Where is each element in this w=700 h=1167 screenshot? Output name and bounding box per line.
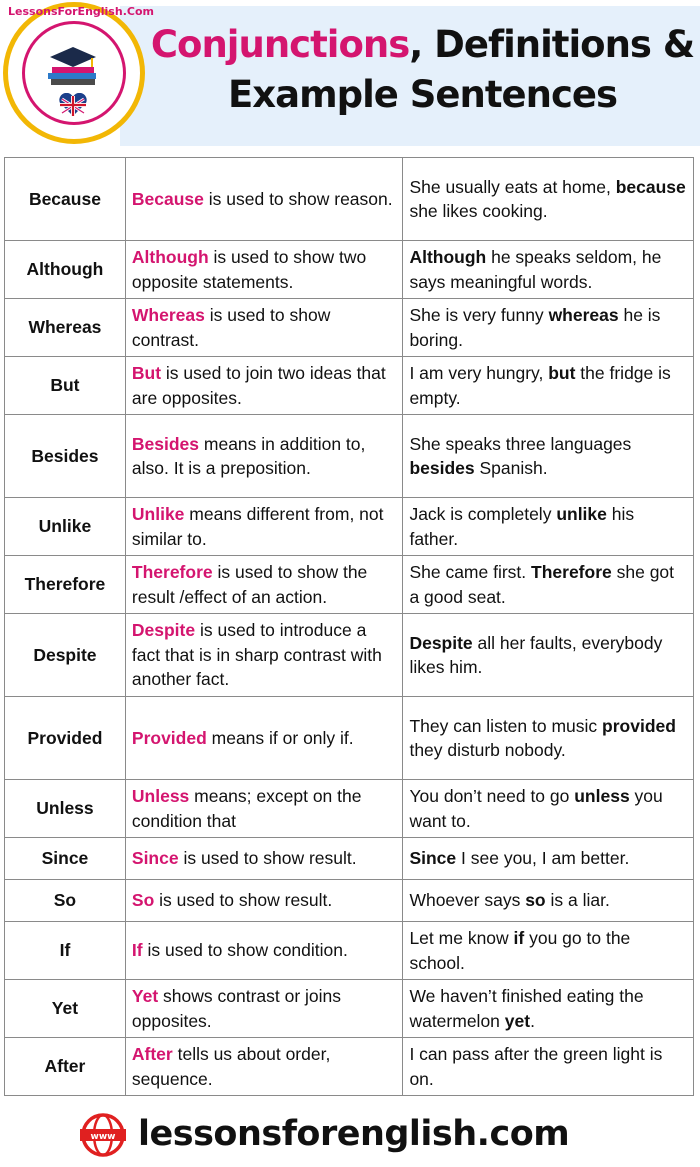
example-cell [403,556,694,614]
highlighted-term: Provided [131,727,207,748]
table-row [5,357,694,415]
example-cell [403,1038,694,1096]
text-segment: shows contrast or joins opposites. [131,986,342,1031]
definition-cell [125,556,403,614]
definition-cell [125,780,403,838]
example-cell [403,299,694,357]
text-segment: She speaks three languages [409,433,632,454]
title-line2: Example Sentences [227,73,618,116]
highlighted-term: Since [131,848,179,869]
table-row [5,780,694,838]
highlighted-term: Although [131,247,209,267]
text-segment: Jack is completely [409,504,557,524]
text-segment: is used to join two ideas that are opposites. [131,363,386,408]
text-segment: tells us about order, sequence. [131,1044,331,1089]
conjunction-word: After [5,1038,126,1096]
highlighted-term: After [131,1044,173,1064]
globe-icon [80,1112,126,1158]
bold-term: yet [504,1010,531,1031]
highlighted-term: Yet [131,986,159,1006]
bold-term: besides [409,458,475,478]
definition-cell [125,614,403,697]
example-cell [403,838,694,880]
table-row [5,556,694,614]
text-segment: is used to show two opposite statements. [131,247,367,292]
text-segment: you go to the school. [409,928,631,973]
bold-term: but [548,363,576,383]
text-segment: . [530,1010,535,1031]
table-row [5,922,694,980]
bold-term: Despite [409,632,473,653]
conjunction-word: Despite [5,614,126,697]
bold-term: Although [409,247,487,267]
bold-term: unless [574,786,630,806]
example-cell [403,241,694,299]
highlighted-term: Whereas [131,305,205,325]
text-segment: the fridge is empty. [409,363,671,408]
books-icon [42,47,104,87]
conjunction-word: Yet [5,980,126,1038]
definition-cell [125,299,403,357]
title-accent: Conjunctions [150,23,410,66]
bold-term: whereas [548,305,619,325]
text-segment: you want to. [409,786,663,831]
table-row [5,158,694,241]
example-cell [403,357,694,415]
text-segment: is used to show the result /effect of an action. [131,562,368,607]
definition-cell [125,498,403,556]
definition-cell [125,838,403,880]
example-cell [403,980,694,1038]
example-cell [403,158,694,241]
table-row [5,838,694,880]
conjunction-word: But [5,357,126,415]
text-segment: is used to show condition. [142,940,348,961]
text-segment: I am very hungry, [409,363,549,383]
definition-cell [125,241,403,299]
text-segment: means; except on the condition that [131,786,362,831]
page-header [0,0,700,150]
table-row [5,299,694,357]
text-segment: she got a good seat. [409,562,675,607]
text-segment: his father. [409,504,635,549]
highlighted-term: Unless [131,786,190,806]
definition-cell [125,1038,403,1096]
highlighted-term: If [131,940,143,961]
text-segment: You don’t need to go [409,786,575,806]
text-segment: all her faults, everybody likes him. [409,632,663,677]
text-segment: they disturb nobody. [409,740,566,760]
text-segment: means in addition to, also. It is a preposition. [131,433,366,478]
text-segment: is used to show contrast. [131,305,331,350]
bold-term: because [615,176,686,197]
text-segment: I see you, I am better. [456,848,630,869]
highlighted-term: So [131,890,155,911]
text-segment: She came first. [409,562,532,582]
table-row [5,415,694,498]
example-cell [403,697,694,780]
table-body [5,158,694,1096]
bold-term: so [525,890,546,911]
bold-term: if [513,928,525,948]
highlighted-term: Therefore [131,562,213,582]
title-line1-rest: , Definitions & [409,23,695,66]
conjunction-word: Unlike [5,498,126,556]
highlighted-term: Despite [131,620,196,641]
example-cell [403,880,694,922]
table-row [5,241,694,299]
site-logo [3,2,154,144]
text-segment: is a liar. [545,890,610,911]
conjunction-word: So [5,880,126,922]
conjunction-word: Although [5,241,126,299]
globe-text: www [90,1132,116,1142]
text-segment: We haven’t finished eating the watermelon [409,986,644,1031]
text-segment: she likes cooking. [409,201,548,221]
conjunction-word: Whereas [5,299,126,357]
footer-url[interactable]: lessonsforenglish.com [138,1114,570,1154]
text-segment: I can pass after the green light is on. [409,1044,663,1089]
highlighted-term: But [131,363,162,383]
definition-cell [125,980,403,1038]
definition-cell [125,880,403,922]
text-segment: They can listen to music [409,715,603,736]
definition-cell [125,158,403,241]
table-row [5,880,694,922]
conjunction-word: Therefore [5,556,126,614]
conjunction-word: Unless [5,780,126,838]
text-segment: Whoever says [409,890,526,911]
conjunction-word: If [5,922,126,980]
highlighted-term: Unlike [131,504,185,524]
text-segment: is used to show reason. [203,188,393,209]
definition-cell [125,357,403,415]
logo-text: LessonsForEnglish.Com [8,5,154,18]
highlighted-term: Because [131,188,204,209]
text-segment: is used to introduce a fact that is in sharp contrast with another fact. [131,620,382,690]
text-segment: She is very funny [409,305,549,325]
text-segment: he speaks seldom, he says meaningful words. [409,247,662,292]
highlighted-term: Besides [131,433,200,454]
example-cell [403,922,694,980]
text-segment: is used to show result. [178,848,357,869]
table-row [5,614,694,697]
example-cell [403,415,694,498]
definition-cell [125,415,403,498]
definition-cell [125,922,403,980]
conjunction-word: Because [5,158,126,241]
table-row [5,1038,694,1096]
text-segment: Spanish. [474,458,548,478]
conjunction-word: Since [5,838,126,880]
page-footer [0,1100,700,1167]
text-segment: She usually eats at home, [409,176,616,197]
conjunction-word: Besides [5,415,126,498]
table-row [5,498,694,556]
bold-term: unlike [556,504,607,524]
text-segment: means if or only if. [206,727,354,748]
page-title [150,20,695,120]
uk-heart-flag-icon [58,93,88,117]
definition-cell [125,697,403,780]
bold-term: Since [409,848,457,869]
text-segment: he is boring. [409,305,661,350]
table-row [5,697,694,780]
conjunction-word: Provided [5,697,126,780]
text-segment: means different from, not similar to. [131,504,384,549]
table-row [5,980,694,1038]
example-cell [403,780,694,838]
text-segment: Let me know [409,928,514,948]
bold-term: Therefore [531,562,612,582]
text-segment: is used to show result. [154,890,333,911]
bold-term: provided [602,715,676,736]
example-cell [403,614,694,697]
example-cell [403,498,694,556]
conjunctions-table [4,157,694,1096]
